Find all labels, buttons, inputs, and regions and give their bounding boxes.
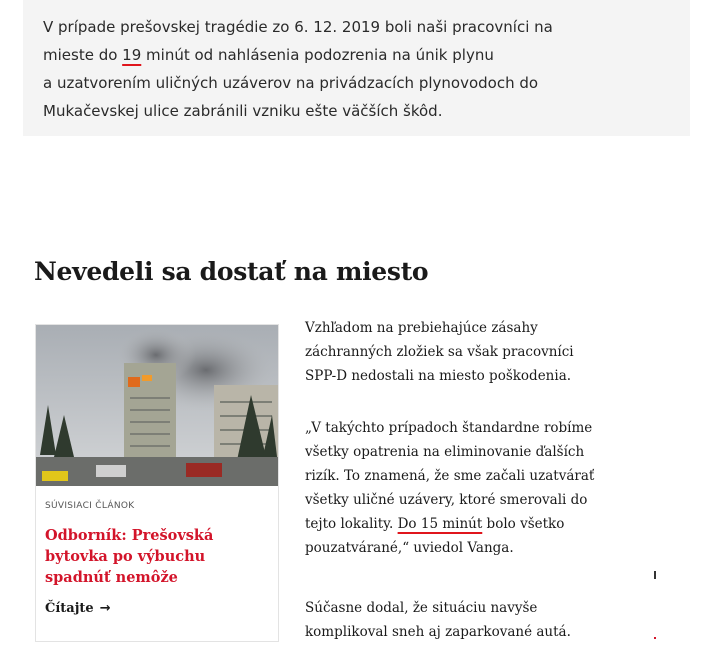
body-paragraph-1 — [305, 316, 645, 388]
read-more-link[interactable] — [45, 601, 111, 616]
arrow-right-icon: → — [99, 601, 111, 616]
intro-paragraph — [43, 13, 683, 125]
body-paragraph-2 — [305, 416, 645, 560]
p2-line-2: všetky opatrenia na eliminovanie ďalších — [305, 444, 585, 460]
vehicle — [96, 465, 126, 477]
highlight-15-minutes: Do 15 minút — [397, 516, 483, 532]
fire-window — [128, 377, 140, 387]
fire-window-2 — [142, 375, 152, 381]
body-paragraph-3 — [305, 596, 645, 644]
related-title-line-3: spadnúť nemôže — [45, 569, 178, 586]
p2-line-6: pouzatvárané,“ uviedol Vanga. — [305, 540, 514, 556]
intro-line-3: a uzatvorením uličných uzáverov na privádzacích plynovodoch do — [43, 74, 539, 92]
p2-line-1: „V takýchto prípadoch štandardne robíme — [305, 420, 593, 436]
p3-line-1: Súčasne dodal, že situáciu navyše — [305, 600, 538, 616]
fire-truck — [42, 471, 68, 481]
p2-line-4: všetky uličné uzávery, ktoré smerovali do — [305, 492, 588, 508]
intro-line-4: Mukačevskej ulice zabránili vzniku ešte väčších škôd. — [43, 102, 443, 120]
intro-line-2-post: minút od nahlásenia podozrenia na únik plynu — [141, 46, 494, 64]
building-fire-photo[interactable] — [36, 325, 278, 486]
read-more-label: Čítajte — [45, 601, 94, 616]
related-article-title[interactable] — [45, 525, 270, 588]
text-cursor-mark — [654, 571, 656, 579]
related-article-card[interactable] — [35, 324, 279, 642]
p2-line-5-post: bolo všetko — [482, 516, 565, 532]
p2-line-3: rizík. To znamená, že sme začali uzatvárať — [305, 468, 595, 484]
street — [36, 457, 278, 486]
related-title-line-2: bytovka po výbuchu — [45, 548, 206, 565]
p2-line-5-pre: tejto lokality. — [305, 516, 398, 532]
related-label: SÚVISIACI ČLÁNOK — [45, 501, 135, 511]
related-title-line-1: Odborník: Prešovská — [45, 527, 214, 544]
intro-line-1: V prípade prešovskej tragédie zo 6. 12. 2019 boli naši pracovníci na — [43, 18, 553, 36]
intro-highlight-19: 19 — [122, 46, 142, 64]
section-heading: Nevedeli sa dostať na miesto — [34, 257, 429, 286]
p1-line-2: záchranných zložiek sa však pracovníci — [305, 344, 574, 360]
red-dot-mark — [654, 637, 656, 639]
fire-engine — [186, 463, 222, 477]
intro-line-2-pre: mieste do — [43, 46, 123, 64]
p1-line-3: SPP-D nedostali na miesto poškodenia. — [305, 368, 572, 384]
p3-line-2: komplikoval sneh aj zaparkované autá. — [305, 624, 571, 640]
p1-line-1: Vzhľadom na prebiehajúce zásahy — [305, 320, 538, 336]
